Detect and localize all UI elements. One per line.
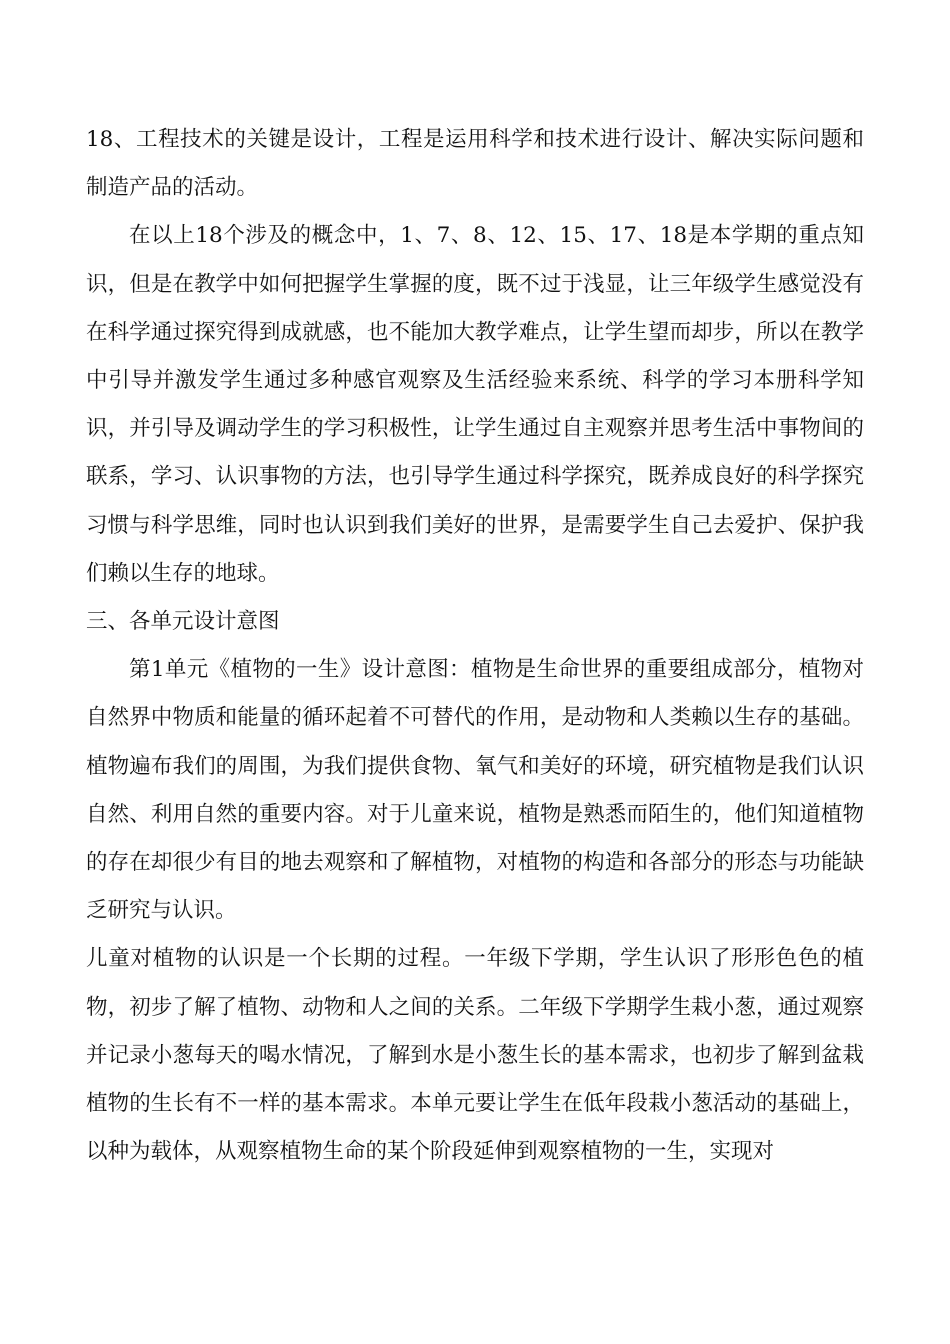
- section-heading: 三、各单元设计意图: [86, 609, 280, 635]
- document-page: [86, 116, 864, 1176]
- paragraph-concept-18: 18、工程技术的关键是设计，工程是运用科学和技术进行设计、解决实际问题和制造产品的活动。: [86, 127, 864, 201]
- paragraph-unit-1-intent: 第1单元《植物的一生》设计意图：植物是生命世界的重要组成部分，植物对自然界中物质和能量的循环起着不可替代的作用，是动物和人类赖以生存的基础。植物遍布我们的周围，为我们提供食物、氧气和美好的环境，研究植物是我们认识自然、利用自然的重要内容。对于儿童来说，植物是熟悉而陌生的，他们知道植物的存在却很少有目的地去观察和了解植物，对植物的构造和各部分的形态与功能缺乏研究与认识。: [86, 657, 864, 924]
- paragraph-children-plants: 儿童对植物的认识是一个长期的过程。一年级下学期，学生认识了形形色色的植物，初步了解了植物、动物和人之间的关系。二年级下学期学生栽小葱，通过观察并记录小葱每天的喝水情况，了解到水是小葱生长的基本需求，也初步了解到盆栽植物的生长有不一样的基本需求。本单元要让学生在低年段栽小葱活动的基础上，以种为载体，从观察植物生命的某个阶段延伸到观察植物的一生，实现对: [86, 946, 864, 1165]
- paragraph-key-knowledge: 在以上18个涉及的概念中，1、7、8、12、15、17、18是本学期的重点知识，但是在教学中如何把握学生掌握的度，既不过于浅显，让三年级学生感觉没有在科学通过探究得到成就感，也不能加大教学难点，让学生望而却步，所以在教学中引导并激发学生通过多种感官观察及生活经验来系统、科学的学习本册科学知识，并引导及调动学生的学习积极性，让学生通过自主观察并思考生活中事物间的联系，学习、认识事物的方法，也引导学生通过科学探究，既养成良好的科学探究习惯与科学思维，同时也认识到我们美好的世界，是需要学生自己去爱护、保护我们赖以生存的地球。: [86, 223, 864, 586]
